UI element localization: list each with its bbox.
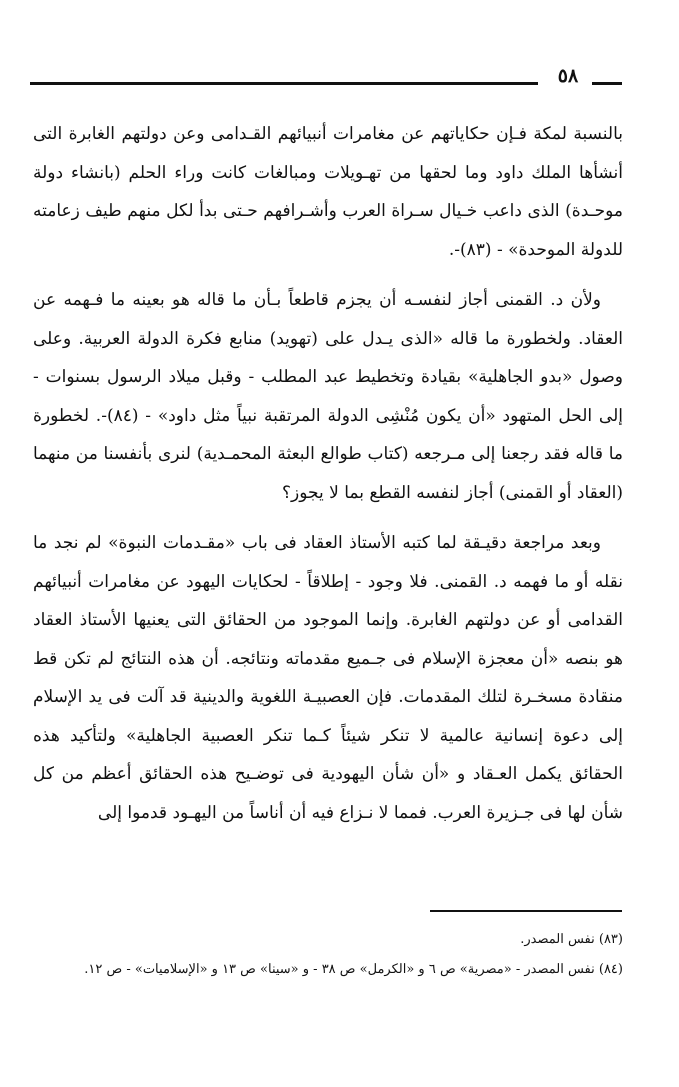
body-text xyxy=(33,115,623,832)
footnotes xyxy=(33,925,623,985)
page-number: ٥٨ xyxy=(557,65,579,87)
paragraph-2: ولأن د. القمنى أجاز لنفسـه أن يجزم قاطعاً بـأن ما قاله هو بعينه ما فـهمه عن العقاد. ولخطورة ما قاله «الذى يـدل على (تهويد) منابع فكرة الدولة العربية. وعلى وصول «بدو الجاهلية» بقيادة وتخطيط عبد المطلب - وقبل ميلاد الرسول بسنوات - إلى الحل المتهود «أن يكون مُنْشِى الدولة المرتقبة نبياً مثل داود» - (٨٤)-. لخطورة ما قاله فقد رجعنا إلى مـرجعه (كتاب طوالع البعثة المحمـدية) لنرى بأنفسنا من منهما (العقاد أو القمنى) أجاز لنفسه القطع بما لا يجوز؟ xyxy=(33,290,623,503)
footnote-rule xyxy=(430,910,622,912)
footnote-83: (٨٣) نفس المصدر. xyxy=(520,932,623,947)
header-rule-right xyxy=(592,82,622,85)
footnote-84: (٨٤) نفس المصدر - «مصرية» ص ٦ و «الكرمل» ص ٣٨ - و «سينا» ص ١٣ و «الإسلاميات» - ص ١٢. xyxy=(84,962,623,977)
paragraph-1: بالنسبة لمكة فـإن حكاياتهم عن مغامرات أنبيائهم القـدامى وعن دولتهم الغابرة التى أنشأها الملك داود وما لحقها من تهـويلات ومبالغات كانت وراء الحلم (بانشاء دولة موحـدة) الذى داعب خـيال سـراة العرب وأشـرافهم حـتى بدأ لكل منهم طيف زعامته للدولة الموحدة» - (٨٣)-. xyxy=(33,124,623,260)
header-rule xyxy=(30,82,538,85)
paragraph-3: وبعد مراجعة دقيـقة لما كتبه الأستاذ العقاد فى باب «مقـدمات النبوة» لم نجد ما نقله أو ما فهمه د. القمنى. فلا وجود - إطلاقاً - لحكايات اليهود عن مغامرات أنبيائهم القدامى أو عن دولتهم الغابرة. وإنما الموجود من الحقائق التى يعنيها الأستاذ العقاد هو بنصه «أن معجزة الإسلام فى جـميع مقدماته ونتائجه. أن هذه النتائج لم تكن قط منقادة مسخـرة لتلك المقدمات. فإن العصبيـة اللغوية والدينية قد آلت فى يد الإسلام إلى دعوة إنسانية عالمية لا تنكر شيئاً كـما تنكر العصبية الجاهلية» ولتأكيد هذه الحقائق يكمل العـقاد و «أن شأن اليهودية فى توضـيح هذه الحقائق أعظم من كل شأن لها فى جـزيرة العرب. فمما لا نـزاع فيه أن أناساً من اليهـود قدموا إلى xyxy=(33,533,623,823)
